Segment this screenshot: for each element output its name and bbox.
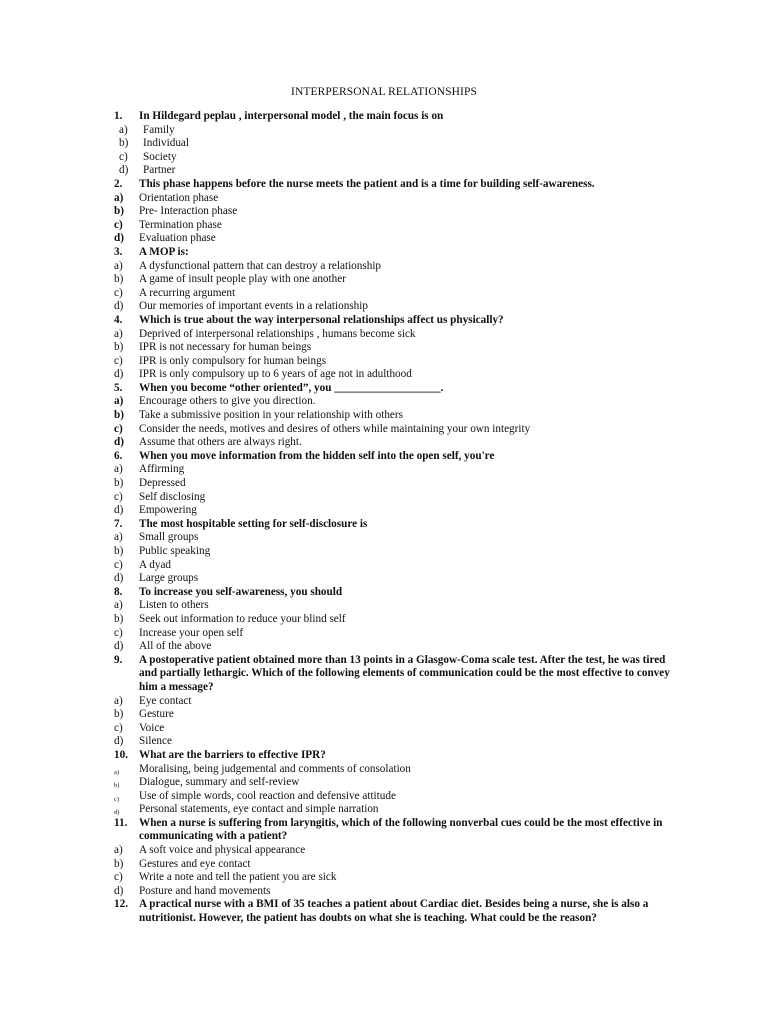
answer-option [114,735,674,749]
option-text: Encourage others to give you direction. [139,395,316,408]
option-text: Individual [143,137,189,150]
answer-option [114,300,674,314]
option-letter: d) [114,300,124,313]
question-number: 3. [114,245,123,258]
option-text: Increase your open self [139,626,244,639]
answer-option [114,368,674,382]
answer-option [114,790,674,804]
option-text: Use of simple words, cool reaction and defensive attitude [139,789,396,802]
answer-option [114,355,674,369]
option-letter: d) [114,504,124,517]
option-text: Empowering [139,504,197,517]
option-letter: a) [114,844,123,857]
answer-option [114,803,674,817]
question-number: 9. [114,653,123,666]
option-letter: b) [119,137,129,150]
option-letter: a) [114,694,123,707]
option-letter: d) [114,884,124,897]
question-number: 6. [114,449,123,462]
answer-option [114,545,674,559]
option-text: Deprived of interpersonal relationships , humans become sick [139,327,416,340]
answer-option [114,151,674,165]
option-text: A game of insult people play with one another [139,273,346,286]
option-text: Silence [139,735,172,748]
option-text: Orientation phase [139,191,219,204]
option-letter: c) [114,795,120,803]
option-text: Take a submissive position in your relationship with others [139,409,403,422]
option-text: Voice [139,721,165,734]
answer-option [114,640,674,654]
option-text: Society [143,150,177,163]
option-text: Gesture [139,708,174,721]
answer-option [114,232,674,246]
option-text: Personal statements, eye contact and simple narration [139,803,379,816]
answer-option [114,559,674,573]
answer-option [114,885,674,899]
option-letter: c) [114,286,123,299]
option-letter: d) [114,640,124,653]
question-text: Which is true about the way interpersonal relationships affect us physically? [139,313,504,326]
option-text: Affirming [139,463,185,476]
answer-option [114,192,674,206]
answer-option [114,219,674,233]
option-text: Posture and hand movements [139,884,271,897]
option-text: Termination phase [139,218,222,231]
option-letter: b) [114,409,124,422]
question-text: This phase happens before the nurse meets the patient and is a time for building self-awareness. [139,177,595,190]
question-11 [114,817,674,844]
option-letter: a) [114,259,123,272]
answer-option [114,708,674,722]
option-text: Depressed [139,477,186,490]
option-letter: c) [114,558,123,571]
option-letter: c) [114,721,123,734]
option-letter: b) [114,612,124,625]
option-text: Write a note and tell the patient you are sick [139,871,337,884]
answer-option [114,613,674,627]
answer-option [114,260,674,274]
question-text: In Hildegard peplau , interpersonal model , the main focus is on [139,110,444,122]
answer-option [114,763,674,777]
option-text: Partner [143,164,176,177]
option-text: Consider the needs, motives and desires of others while maintaining your own integrity [139,422,531,435]
answer-option [114,409,674,423]
option-text: Dialogue, summary and self-review [139,776,300,789]
question-8 [114,586,674,600]
question-number: 5. [114,381,123,394]
option-text: Public speaking [139,545,211,557]
option-text: Listen to others [139,599,209,612]
document-title: INTERPERSONAL RELATIONSHIPS [291,86,477,98]
option-letter: c) [114,354,123,367]
option-letter: c) [119,150,128,163]
question-number: 8. [114,585,123,598]
answer-option [114,776,674,790]
option-letter: c) [114,490,123,503]
option-letter: d) [114,572,124,585]
option-text: Family [143,123,175,136]
answer-option [114,722,674,736]
answer-option [114,695,674,709]
question-12 [114,898,674,925]
answer-option [114,164,674,178]
answer-option [114,423,674,437]
answer-option [114,599,674,613]
option-text: A soft voice and physical appearance [139,844,306,857]
question-number: 2. [114,177,123,190]
question-text: To increase you self-awareness, you should [139,585,343,598]
option-text: A dyad [139,558,172,571]
answer-option [114,273,674,287]
question-list [114,110,674,926]
question-4 [114,314,674,328]
option-letter: d) [114,735,124,748]
option-letter: a) [114,463,123,476]
answer-option [114,463,674,477]
question-6 [114,450,674,464]
answer-option [114,491,674,505]
option-text: Seek out information to reduce your blind self [139,612,346,625]
option-text: All of the above [139,640,212,653]
option-letter: c) [114,422,123,435]
question-number: 7. [114,517,123,530]
option-letter: d) [114,232,124,245]
question-number: 11. [114,816,128,829]
option-text: Our memories of important events in a relationship [139,300,368,313]
option-letter: b) [114,708,124,721]
answer-option [114,341,674,355]
question-text: A practical nurse with a BMI of 35 teaches a patient about Cardiac diet. Besides being a nurse, she is also a nutritionist. However, the patient has doubts on what she is teaching. What could be the reason? [139,898,649,925]
question-text: When you become “other oriented”, you ___________________. [139,381,444,394]
question-7 [114,518,674,532]
option-letter: b) [114,273,124,286]
option-text: Gestures and eye contact [139,857,251,870]
option-text: Moralising, being judgemental and comments of consolation [139,762,411,775]
option-letter: b) [114,857,124,870]
question-1 [114,110,674,124]
option-letter: b) [114,205,124,218]
answer-option [114,477,674,491]
option-letter: c) [114,871,123,884]
option-text: A dysfunctional pattern that can destroy a relationship [139,259,382,272]
answer-option [114,627,674,641]
option-text: Eye contact [139,694,192,707]
option-text: A recurring argument [139,286,236,299]
answer-option [114,287,674,301]
option-letter: a) [119,123,128,136]
option-text: Self disclosing [139,490,206,503]
question-number: 1. [114,110,123,122]
question-3 [114,246,674,260]
option-letter: b) [114,341,124,354]
answer-option [114,844,674,858]
question-10 [114,749,674,763]
option-letter: b) [114,545,124,557]
answer-option [114,531,674,545]
question-5 [114,382,674,396]
option-text: Large groups [139,572,199,585]
option-letter: a) [114,327,123,340]
question-text: What are the barriers to effective IPR? [139,748,326,761]
answer-option [114,436,674,450]
option-letter: d) [114,436,124,449]
option-letter: c) [114,626,123,639]
question-2 [114,178,674,192]
option-text: IPR is only compulsory for human beings [139,354,327,367]
question-text: The most hospitable setting for self-disclosure is [139,517,368,530]
option-letter: d) [114,368,124,381]
option-letter: d) [114,809,120,817]
answer-option [114,395,674,409]
option-text: Assume that others are always right. [139,436,302,449]
answer-option [114,858,674,872]
question-number: 12. [114,898,128,911]
option-text: Evaluation phase [139,232,216,245]
option-letter: c) [114,218,123,231]
answer-option [114,504,674,518]
option-letter: a) [114,191,124,204]
option-text: IPR is only compulsory up to 6 years of age not in adulthood [139,368,412,381]
answer-option [114,205,674,219]
question-text: A postoperative patient obtained more than 13 points in a Glasgow-Coma scale test. After the test, he was tired and partially lethargic. Which of the following elements of communication could be the most effective to convey him a message? [139,653,670,693]
question-text: A MOP is: [139,245,189,258]
option-letter: a) [114,531,123,544]
question-number: 10. [114,748,128,761]
option-letter: b) [114,782,120,790]
option-text: IPR is not necessary for human beings [139,341,312,354]
answer-option [114,137,674,151]
option-letter: a) [114,599,123,612]
question-text: When you move information from the hidden self into the open self, you're [139,449,495,462]
option-letter: d) [119,164,129,177]
option-text: Small groups [139,531,199,544]
option-letter: b) [114,477,124,490]
answer-option [114,572,674,586]
option-text: Pre- Interaction phase [139,205,238,218]
answer-option [114,124,674,138]
question-number: 4. [114,313,123,326]
question-9 [114,654,674,695]
question-text: When a nurse is suffering from laryngitis, which of the following nonverbal cues could be the most effective in communicating with a patient? [139,816,663,843]
option-letter: a) [114,395,124,408]
option-letter: a) [114,768,120,776]
answer-option [114,871,674,885]
answer-option [114,328,674,342]
